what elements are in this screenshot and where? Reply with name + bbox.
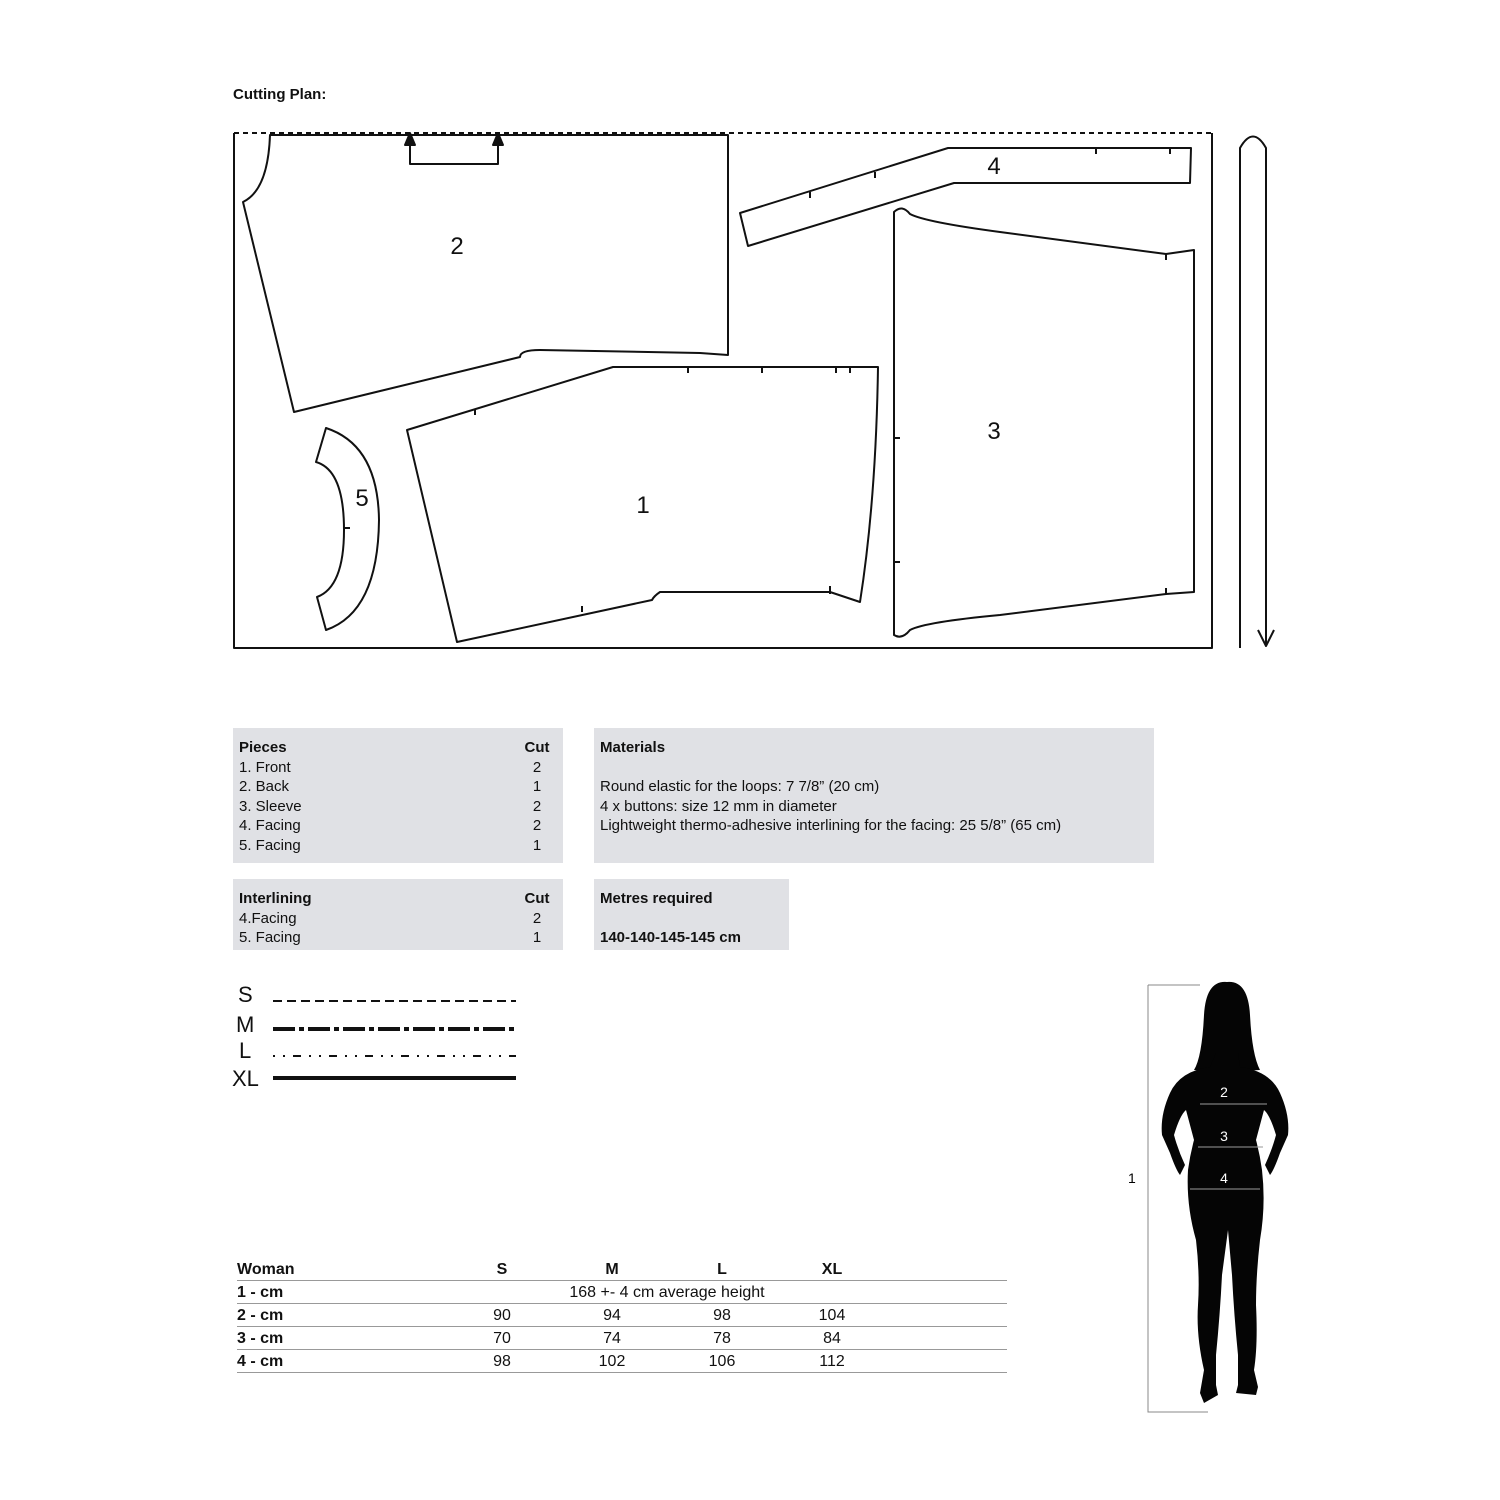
figure-label-height: 1: [1128, 1170, 1136, 1186]
list-item: 4.Facing 2: [239, 909, 542, 927]
piece-4-facing: [740, 148, 1191, 246]
table-header-row: Woman S M L XL: [237, 1258, 1007, 1281]
piece-2-label: 2: [450, 233, 464, 260]
page-title: Cutting Plan:: [233, 86, 327, 103]
metres-value: 140-140-145-145 cm: [600, 929, 741, 946]
pieces-header: Pieces: [239, 739, 287, 756]
piece-5-label: 5: [355, 485, 369, 512]
interlining-header: Interlining: [239, 890, 312, 907]
piece-3-label: 3: [987, 418, 1001, 445]
pieces-box: [233, 728, 563, 863]
piece-4-label: 4: [987, 153, 1001, 180]
list-item: 2. Back 1: [239, 778, 542, 795]
interlining-box: [233, 879, 563, 950]
table-row: 1 - cm 168 +- 4 cm average height: [237, 1281, 1007, 1304]
size-table: [237, 1258, 1007, 1373]
materials-line: Round elastic for the loops: 7 7/8” (20 cm): [600, 778, 880, 795]
legend-label-xl: XL: [232, 1066, 259, 1091]
materials-box: [594, 728, 1154, 863]
materials-header: Materials: [600, 739, 666, 756]
list-item: 5. Facing 1: [239, 929, 542, 946]
woman-silhouette-icon: [1162, 982, 1289, 1403]
figure-label-waist: 3: [1220, 1128, 1228, 1144]
grain-arrow-piece-2: [410, 137, 498, 164]
table-row: 2 - cm 90 94 98 104: [237, 1304, 1007, 1327]
table-row: 3 - cm 70 74 78 84: [237, 1327, 1007, 1350]
piece-2-back: [243, 135, 728, 412]
measurement-figure: [1120, 975, 1310, 1420]
materials-line: Lightweight thermo-adhesive interlining for the facing: 25 5/8” (65 cm): [600, 817, 1062, 834]
piece-1-label: 1: [636, 492, 650, 519]
figure-label-hip: 4: [1220, 1170, 1228, 1186]
cutting-plan-diagram: [0, 0, 1500, 700]
table-row: 4 - cm 98 102 106 112: [237, 1350, 1007, 1373]
cut-header: Cut: [524, 890, 550, 907]
materials-line: 4 x buttons: size 12 mm in diameter: [600, 797, 837, 815]
legend-label-s: S: [238, 982, 253, 1007]
list-item: 3. Sleeve 2: [239, 797, 542, 815]
list-item: 4. Facing 2: [239, 817, 542, 834]
cut-header: Cut: [524, 739, 550, 756]
metres-box: [594, 879, 789, 950]
metres-header: Metres required: [600, 890, 713, 907]
legend-label-m: M: [236, 1012, 255, 1037]
legend-lines: [272, 980, 522, 1090]
piece-3-sleeve: [894, 208, 1194, 636]
legend-label-l: L: [239, 1038, 252, 1063]
figure-label-bust: 2: [1220, 1084, 1228, 1100]
grain-arrow-right: [1240, 137, 1266, 649]
list-item: 5. Facing 1: [239, 836, 542, 854]
list-item: 1. Front 2: [239, 758, 542, 776]
